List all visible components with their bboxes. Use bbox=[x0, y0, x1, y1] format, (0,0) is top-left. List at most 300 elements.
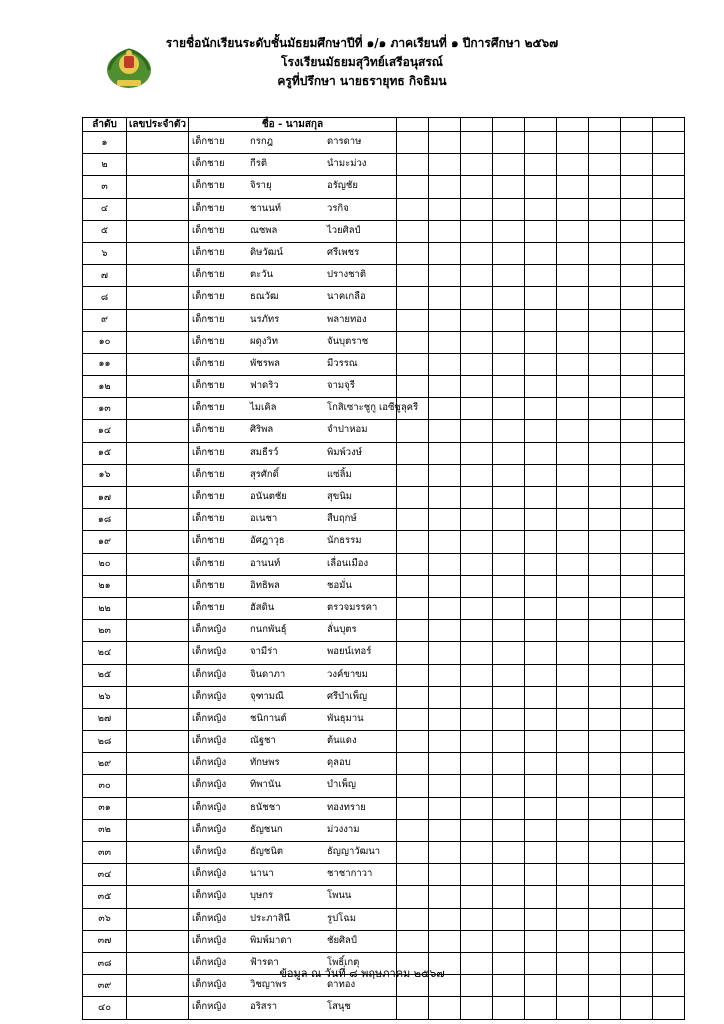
student-title: เด็กหญิง bbox=[192, 846, 227, 857]
student-name-cell bbox=[189, 553, 397, 575]
student-name-cell bbox=[189, 997, 397, 1019]
student-roster-table bbox=[82, 117, 685, 1020]
blank-cell bbox=[525, 708, 557, 730]
student-first: ธนัชชา bbox=[250, 801, 281, 813]
blank-cell bbox=[429, 398, 461, 420]
blank-cell bbox=[429, 553, 461, 575]
blank-cell bbox=[429, 819, 461, 841]
student-name-cell bbox=[189, 353, 397, 375]
blank-column bbox=[653, 118, 685, 132]
student-name-cell bbox=[189, 775, 397, 797]
student-title: เด็กหญิง bbox=[192, 624, 227, 636]
row-number: ๔ bbox=[83, 198, 127, 220]
student-first: ธณวัฒ bbox=[250, 291, 279, 303]
student-title: เด็กชาย bbox=[192, 269, 225, 281]
student-id-cell bbox=[127, 242, 189, 264]
blank-cell bbox=[557, 686, 589, 708]
student-last: มีวรรณ bbox=[327, 357, 358, 369]
student-first: จินดาภา bbox=[250, 668, 286, 680]
row-number: ๑๑ bbox=[83, 353, 127, 375]
blank-cell bbox=[589, 331, 621, 353]
student-first: ฟ้ารดา bbox=[250, 956, 279, 968]
blank-cell bbox=[429, 686, 461, 708]
blank-cell bbox=[557, 731, 589, 753]
student-title: เด็กหญิง bbox=[192, 757, 227, 769]
blank-cell bbox=[621, 287, 653, 309]
blank-cell bbox=[653, 686, 685, 708]
student-name-cell bbox=[189, 198, 397, 220]
blank-cell bbox=[589, 708, 621, 730]
blank-cell bbox=[621, 376, 653, 398]
table-row bbox=[83, 597, 685, 619]
blank-cell bbox=[525, 220, 557, 242]
blank-cell bbox=[621, 819, 653, 841]
blank-cell bbox=[525, 376, 557, 398]
blank-cell bbox=[429, 997, 461, 1019]
blank-cell bbox=[653, 420, 685, 442]
blank-cell bbox=[525, 398, 557, 420]
blank-cell bbox=[621, 553, 653, 575]
blank-cell bbox=[493, 553, 525, 575]
blank-cell bbox=[525, 242, 557, 264]
student-id-cell bbox=[127, 553, 189, 575]
blank-cell bbox=[461, 220, 493, 242]
blank-cell bbox=[429, 620, 461, 642]
table-row bbox=[83, 309, 685, 331]
blank-cell bbox=[557, 886, 589, 908]
blank-cell bbox=[557, 930, 589, 952]
blank-cell bbox=[429, 242, 461, 264]
blank-cell bbox=[557, 553, 589, 575]
blank-cell bbox=[525, 664, 557, 686]
blank-cell bbox=[621, 242, 653, 264]
blank-cell bbox=[589, 731, 621, 753]
blank-cell bbox=[397, 908, 429, 930]
data-date-footer: ข้อมูล ณ วันที่ ๘ พฤษภาคม ๒๕๖๗ bbox=[279, 967, 445, 980]
blank-cell bbox=[621, 686, 653, 708]
student-first: อเนชา bbox=[250, 513, 278, 525]
blank-cell bbox=[653, 154, 685, 176]
blank-cell bbox=[429, 132, 461, 154]
column-header-no: ลำดับ bbox=[83, 118, 127, 132]
blank-cell bbox=[461, 553, 493, 575]
student-first: นรภัทร bbox=[250, 313, 280, 325]
blank-cell bbox=[429, 930, 461, 952]
blank-cell bbox=[429, 664, 461, 686]
student-first: ณชพล bbox=[250, 224, 278, 236]
student-name-cell bbox=[189, 620, 397, 642]
student-first: ธัญชนิต bbox=[250, 846, 284, 857]
blank-cell bbox=[493, 353, 525, 375]
row-number: ๒๘ bbox=[83, 731, 127, 753]
blank-cell bbox=[525, 908, 557, 930]
blank-cell bbox=[589, 464, 621, 486]
blank-cell bbox=[621, 620, 653, 642]
student-name-cell bbox=[189, 132, 397, 154]
blank-cell bbox=[493, 775, 525, 797]
student-name-cell bbox=[189, 886, 397, 908]
student-title: เด็กชาย bbox=[192, 291, 225, 303]
blank-cell bbox=[461, 597, 493, 619]
table-row bbox=[83, 376, 685, 398]
table-row bbox=[83, 642, 685, 664]
student-title: เด็กชาย bbox=[192, 136, 225, 147]
table-row bbox=[83, 487, 685, 509]
school-emblem-icon bbox=[103, 40, 155, 92]
student-title: เด็กหญิง bbox=[192, 801, 227, 813]
blank-cell bbox=[461, 132, 493, 154]
blank-cell bbox=[493, 864, 525, 886]
blank-cell bbox=[429, 198, 461, 220]
row-number: ๒๔ bbox=[83, 642, 127, 664]
student-last: วรกิจ bbox=[327, 202, 349, 214]
blank-cell bbox=[429, 575, 461, 597]
student-id-cell bbox=[127, 753, 189, 775]
table-row bbox=[83, 775, 685, 797]
blank-cell bbox=[557, 797, 589, 819]
blank-cell bbox=[397, 930, 429, 952]
blank-cell bbox=[429, 265, 461, 287]
blank-cell bbox=[429, 487, 461, 509]
blank-cell bbox=[557, 242, 589, 264]
row-number: ๓๔ bbox=[83, 864, 127, 886]
blank-cell bbox=[653, 620, 685, 642]
blank-cell bbox=[461, 708, 493, 730]
row-number: ๕ bbox=[83, 220, 127, 242]
student-title: เด็กหญิง bbox=[192, 1001, 227, 1013]
blank-cell bbox=[653, 353, 685, 375]
blank-cell bbox=[653, 642, 685, 664]
blank-cell bbox=[621, 930, 653, 952]
blank-cell bbox=[461, 487, 493, 509]
student-last: นำมะม่วง bbox=[327, 158, 367, 170]
blank-cell bbox=[621, 886, 653, 908]
blank-cell bbox=[525, 287, 557, 309]
table-row bbox=[83, 176, 685, 198]
blank-cell bbox=[653, 265, 685, 287]
blank-cell bbox=[589, 442, 621, 464]
blank-cell bbox=[493, 708, 525, 730]
blank-cell bbox=[525, 509, 557, 531]
student-id-cell bbox=[127, 864, 189, 886]
student-title: เด็กชาย bbox=[192, 402, 225, 414]
blank-cell bbox=[397, 442, 429, 464]
blank-cell bbox=[589, 664, 621, 686]
blank-cell bbox=[525, 775, 557, 797]
blank-cell bbox=[429, 842, 461, 864]
blank-cell bbox=[461, 442, 493, 464]
student-last: โพนน bbox=[327, 890, 352, 902]
blank-cell bbox=[557, 154, 589, 176]
blank-cell bbox=[621, 398, 653, 420]
blank-cell bbox=[397, 775, 429, 797]
blank-cell bbox=[621, 154, 653, 176]
blank-cell bbox=[461, 331, 493, 353]
blank-cell bbox=[653, 198, 685, 220]
student-id-cell bbox=[127, 886, 189, 908]
blank-cell bbox=[557, 597, 589, 619]
blank-cell bbox=[621, 575, 653, 597]
row-number: ๓๙ bbox=[83, 975, 127, 997]
blank-cell bbox=[461, 420, 493, 442]
blank-cell bbox=[493, 420, 525, 442]
blank-cell bbox=[525, 553, 557, 575]
blank-cell bbox=[557, 575, 589, 597]
blank-cell bbox=[429, 908, 461, 930]
blank-cell bbox=[461, 642, 493, 664]
student-name-cell bbox=[189, 864, 397, 886]
table-row bbox=[83, 753, 685, 775]
student-first: สมธีรว์ bbox=[250, 446, 279, 458]
blank-column bbox=[557, 118, 589, 132]
student-name-cell bbox=[189, 531, 397, 553]
blank-cell bbox=[493, 686, 525, 708]
row-number: ๑๐ bbox=[83, 331, 127, 353]
blank-cell bbox=[493, 642, 525, 664]
table-row bbox=[83, 464, 685, 486]
student-id-cell bbox=[127, 464, 189, 486]
blank-cell bbox=[397, 176, 429, 198]
row-number: ๖ bbox=[83, 242, 127, 264]
blank-cell bbox=[653, 464, 685, 486]
blank-cell bbox=[589, 886, 621, 908]
blank-cell bbox=[653, 287, 685, 309]
student-id-cell bbox=[127, 775, 189, 797]
student-last: นาคเกลือ bbox=[327, 291, 366, 303]
document-title: รายชื่อนักเรียนระดับชั้นมัธยมศึกษาปีที่ ๑/๑ ภาคเรียนที่ ๑ ปีการศึกษา ๒๕๖๗ bbox=[165, 36, 559, 50]
table-row bbox=[83, 242, 685, 264]
blank-cell bbox=[493, 287, 525, 309]
blank-cell bbox=[589, 398, 621, 420]
blank-cell bbox=[525, 797, 557, 819]
student-last: แซ่ลิ้ม bbox=[327, 468, 352, 480]
student-id-cell bbox=[127, 908, 189, 930]
student-first: พิมพ์มาดา bbox=[250, 934, 292, 946]
row-number: ๓๕ bbox=[83, 886, 127, 908]
student-name-cell bbox=[189, 731, 397, 753]
blank-cell bbox=[493, 442, 525, 464]
blank-cell bbox=[653, 442, 685, 464]
student-last: ศรีเพชร bbox=[327, 246, 360, 258]
blank-cell bbox=[589, 487, 621, 509]
student-name-cell bbox=[189, 753, 397, 775]
student-last: ธัญญาวัฒนา bbox=[327, 846, 381, 857]
row-number: ๒ bbox=[83, 154, 127, 176]
blank-cell bbox=[525, 997, 557, 1019]
student-first: พัชรพล bbox=[250, 357, 280, 369]
school-name: โรงเรียนมัธยมสุวิทย์เสรีอนุสรณ์ bbox=[281, 55, 443, 69]
blank-cell bbox=[589, 686, 621, 708]
student-first: อิทธิพล bbox=[250, 579, 280, 591]
blank-cell bbox=[429, 753, 461, 775]
blank-cell bbox=[397, 220, 429, 242]
blank-cell bbox=[589, 819, 621, 841]
row-number: ๒๑ bbox=[83, 575, 127, 597]
table-row bbox=[83, 908, 685, 930]
blank-cell bbox=[525, 753, 557, 775]
blank-cell bbox=[589, 753, 621, 775]
blank-cell bbox=[621, 775, 653, 797]
blank-cell bbox=[429, 376, 461, 398]
student-name-cell bbox=[189, 509, 397, 531]
student-id-cell bbox=[127, 531, 189, 553]
blank-cell bbox=[653, 331, 685, 353]
blank-cell bbox=[397, 819, 429, 841]
student-id-cell bbox=[127, 597, 189, 619]
student-first: ทิพานัน bbox=[250, 779, 281, 791]
blank-cell bbox=[653, 797, 685, 819]
blank-cell bbox=[621, 265, 653, 287]
blank-cell bbox=[589, 997, 621, 1019]
row-number: ๑๒ bbox=[83, 376, 127, 398]
blank-cell bbox=[653, 531, 685, 553]
student-name-cell bbox=[189, 287, 397, 309]
blank-cell bbox=[397, 575, 429, 597]
blank-cell bbox=[589, 864, 621, 886]
student-title: เด็กหญิง bbox=[192, 690, 227, 702]
blank-cell bbox=[589, 376, 621, 398]
blank-cell bbox=[397, 708, 429, 730]
row-number: ๓๑ bbox=[83, 797, 127, 819]
blank-cell bbox=[461, 731, 493, 753]
blank-cell bbox=[589, 597, 621, 619]
blank-cell bbox=[461, 376, 493, 398]
row-number: ๒๖ bbox=[83, 686, 127, 708]
blank-cell bbox=[557, 331, 589, 353]
student-name-cell bbox=[189, 154, 397, 176]
blank-cell bbox=[557, 442, 589, 464]
row-number: ๓๖ bbox=[83, 908, 127, 930]
student-first: ฟาดริว bbox=[250, 380, 279, 392]
blank-column bbox=[589, 118, 621, 132]
blank-cell bbox=[493, 753, 525, 775]
student-title: เด็กชาย bbox=[192, 202, 225, 214]
blank-cell bbox=[493, 376, 525, 398]
blank-cell bbox=[589, 797, 621, 819]
row-number: ๗ bbox=[83, 265, 127, 287]
blank-cell bbox=[429, 287, 461, 309]
student-title: เด็กชาย bbox=[192, 246, 225, 258]
blank-cell bbox=[493, 575, 525, 597]
blank-cell bbox=[493, 908, 525, 930]
student-first: จิรายุ bbox=[250, 180, 272, 192]
table-row bbox=[83, 620, 685, 642]
student-last: จันบุตราช bbox=[327, 335, 369, 347]
blank-cell bbox=[589, 553, 621, 575]
blank-cell bbox=[461, 353, 493, 375]
blank-cell bbox=[557, 642, 589, 664]
blank-cell bbox=[525, 842, 557, 864]
student-name-cell bbox=[189, 242, 397, 264]
blank-cell bbox=[525, 864, 557, 886]
table-row bbox=[83, 664, 685, 686]
table-row bbox=[83, 997, 685, 1019]
row-number: ๑๖ bbox=[83, 464, 127, 486]
student-id-cell bbox=[127, 132, 189, 154]
student-title: เด็กชาย bbox=[192, 535, 225, 547]
student-first: ผดุงวิท bbox=[250, 335, 278, 347]
student-last: ชอมั่น bbox=[327, 579, 352, 591]
table-row bbox=[83, 819, 685, 841]
blank-cell bbox=[397, 242, 429, 264]
blank-cell bbox=[493, 664, 525, 686]
table-row bbox=[83, 731, 685, 753]
blank-cell bbox=[397, 531, 429, 553]
blank-cell bbox=[621, 708, 653, 730]
blank-cell bbox=[461, 753, 493, 775]
student-first: กรกฎ bbox=[250, 136, 273, 147]
student-title: เด็กชาย bbox=[192, 224, 225, 236]
blank-cell bbox=[397, 198, 429, 220]
blank-cell bbox=[493, 819, 525, 841]
blank-cell bbox=[653, 864, 685, 886]
blank-cell bbox=[589, 420, 621, 442]
student-id-cell bbox=[127, 930, 189, 952]
blank-cell bbox=[525, 819, 557, 841]
student-first: จุฑามณี bbox=[250, 690, 284, 702]
blank-cell bbox=[589, 509, 621, 531]
blank-cell bbox=[653, 842, 685, 864]
blank-cell bbox=[397, 642, 429, 664]
student-title: เด็กหญิง bbox=[192, 712, 227, 724]
student-id-cell bbox=[127, 509, 189, 531]
blank-cell bbox=[493, 731, 525, 753]
student-name-cell bbox=[189, 642, 397, 664]
blank-cell bbox=[525, 265, 557, 287]
blank-cell bbox=[493, 309, 525, 331]
blank-cell bbox=[589, 353, 621, 375]
student-last: โกสิเซาะชูกู เอซีซูลุครี bbox=[327, 402, 419, 414]
blank-cell bbox=[621, 309, 653, 331]
blank-cell bbox=[525, 420, 557, 442]
blank-cell bbox=[621, 220, 653, 242]
student-id-cell bbox=[127, 797, 189, 819]
row-number: ๑๓ bbox=[83, 398, 127, 420]
blank-cell bbox=[493, 331, 525, 353]
blank-cell bbox=[589, 908, 621, 930]
blank-cell bbox=[461, 908, 493, 930]
blank-cell bbox=[397, 997, 429, 1019]
blank-cell bbox=[397, 753, 429, 775]
row-number: ๒๗ bbox=[83, 708, 127, 730]
student-title: เด็กหญิง bbox=[192, 823, 227, 835]
blank-cell bbox=[461, 775, 493, 797]
student-title: เด็กชาย bbox=[192, 313, 225, 325]
blank-cell bbox=[653, 664, 685, 686]
student-id-cell bbox=[127, 176, 189, 198]
student-last: ศรีบำเพ็ญ bbox=[327, 690, 368, 702]
blank-cell bbox=[621, 531, 653, 553]
blank-cell bbox=[461, 997, 493, 1019]
student-title: เด็กหญิง bbox=[192, 956, 227, 968]
blank-cell bbox=[397, 620, 429, 642]
blank-cell bbox=[493, 797, 525, 819]
blank-cell bbox=[397, 331, 429, 353]
student-first: อานนท์ bbox=[250, 557, 281, 569]
table-row bbox=[83, 220, 685, 242]
student-name-cell bbox=[189, 819, 397, 841]
student-name-cell bbox=[189, 908, 397, 930]
blank-cell bbox=[461, 664, 493, 686]
blank-cell bbox=[461, 176, 493, 198]
blank-cell bbox=[589, 220, 621, 242]
blank-cell bbox=[557, 620, 589, 642]
student-title: เด็กชาย bbox=[192, 380, 225, 392]
blank-cell bbox=[429, 420, 461, 442]
blank-cell bbox=[589, 198, 621, 220]
student-name-cell bbox=[189, 420, 397, 442]
blank-cell bbox=[589, 842, 621, 864]
